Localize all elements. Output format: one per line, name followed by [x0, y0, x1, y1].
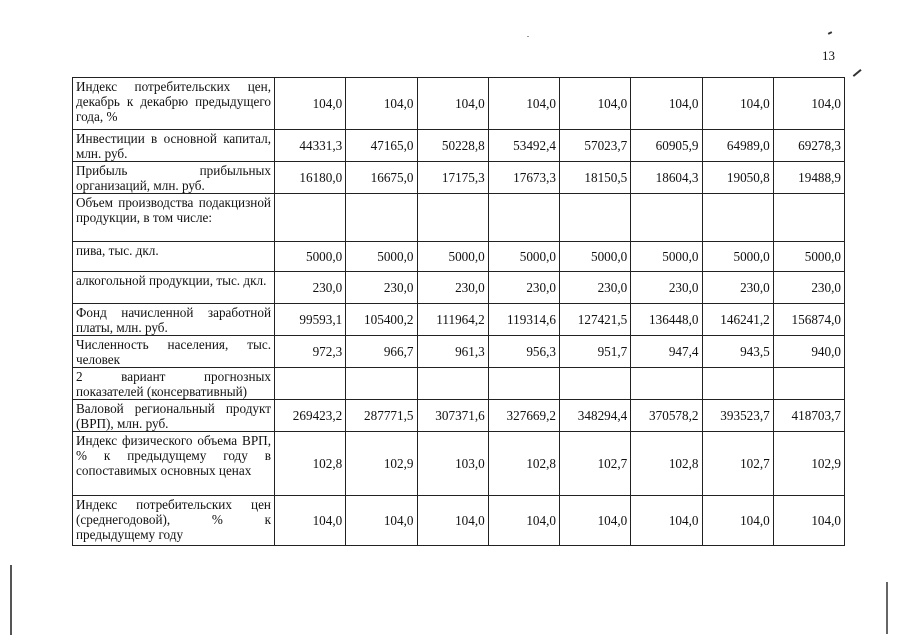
value-cell: 230,0 [346, 272, 417, 304]
row-label: Прибыль прибыльных организаций, млн. руб. [73, 162, 275, 194]
value-cell [773, 194, 844, 242]
table-row [73, 496, 845, 546]
value-cell: 19050,8 [702, 162, 773, 194]
value-cell: 961,3 [417, 336, 488, 368]
table-row [73, 432, 845, 496]
value-cell: 940,0 [773, 336, 844, 368]
value-cell: 972,3 [275, 336, 346, 368]
value-cell: 287771,5 [346, 400, 417, 432]
table-row [73, 336, 845, 368]
value-cell: 307371,6 [417, 400, 488, 432]
value-cell: 64989,0 [702, 130, 773, 162]
value-cell: 5000,0 [275, 242, 346, 272]
value-cell [488, 194, 559, 242]
value-cell: 5000,0 [560, 242, 631, 272]
value-cell [631, 194, 702, 242]
row-label: Инвестиции в основной капитал, млн. руб. [73, 130, 275, 162]
row-label: Индекс потребительских цен (среднегодовой), % к предыдущему году [73, 496, 275, 546]
scan-artifact-mark [853, 69, 862, 77]
value-cell: 104,0 [631, 496, 702, 546]
value-cell: 156874,0 [773, 304, 844, 336]
value-cell: 102,8 [631, 432, 702, 496]
value-cell: 53492,4 [488, 130, 559, 162]
value-cell: 16180,0 [275, 162, 346, 194]
value-cell: 17175,3 [417, 162, 488, 194]
value-cell: 230,0 [773, 272, 844, 304]
value-cell: 5000,0 [346, 242, 417, 272]
value-cell: 104,0 [702, 496, 773, 546]
table-row [73, 368, 845, 400]
table-row [73, 130, 845, 162]
value-cell: 102,8 [275, 432, 346, 496]
value-cell [417, 194, 488, 242]
value-cell: 119314,6 [488, 304, 559, 336]
value-cell: 104,0 [773, 496, 844, 546]
row-label: алкогольной продукции, тыс. дкл. [73, 272, 275, 304]
value-cell: 136448,0 [631, 304, 702, 336]
value-cell: 16675,0 [346, 162, 417, 194]
value-cell: 104,0 [417, 496, 488, 546]
value-cell: 956,3 [488, 336, 559, 368]
value-cell: 104,0 [488, 496, 559, 546]
value-cell: 103,0 [417, 432, 488, 496]
value-cell: 104,0 [488, 78, 559, 130]
value-cell: 104,0 [631, 78, 702, 130]
value-cell: 111964,2 [417, 304, 488, 336]
value-cell [702, 368, 773, 400]
value-cell: 5000,0 [417, 242, 488, 272]
value-cell: 50228,8 [417, 130, 488, 162]
value-cell: 127421,5 [560, 304, 631, 336]
value-cell: 104,0 [346, 496, 417, 546]
row-label: Индекс потребительских цен, декабрь к декабрю предыдущего года, % [73, 78, 275, 130]
value-cell: 327669,2 [488, 400, 559, 432]
value-cell: 104,0 [275, 496, 346, 546]
forecast-table-container [72, 77, 844, 546]
value-cell: 105400,2 [346, 304, 417, 336]
value-cell: 230,0 [702, 272, 773, 304]
row-label: 2 вариант прогнозных показателей (консервативный) [73, 368, 275, 400]
value-cell: 104,0 [560, 496, 631, 546]
value-cell: 57023,7 [560, 130, 631, 162]
value-cell: 47165,0 [346, 130, 417, 162]
value-cell: 230,0 [417, 272, 488, 304]
value-cell: 104,0 [702, 78, 773, 130]
value-cell: 230,0 [275, 272, 346, 304]
value-cell: 5000,0 [773, 242, 844, 272]
value-cell: 99593,1 [275, 304, 346, 336]
value-cell: 18150,5 [560, 162, 631, 194]
value-cell [560, 194, 631, 242]
value-cell: 146241,2 [702, 304, 773, 336]
table-row [73, 304, 845, 336]
table-row [73, 400, 845, 432]
value-cell [346, 368, 417, 400]
table-row [73, 272, 845, 304]
row-label: Фонд начисленной заработной платы, млн. руб. [73, 304, 275, 336]
value-cell: 17673,3 [488, 162, 559, 194]
value-cell [275, 194, 346, 242]
value-cell: 230,0 [488, 272, 559, 304]
value-cell: 104,0 [773, 78, 844, 130]
row-label: пива, тыс. дкл. [73, 242, 275, 272]
value-cell: 230,0 [560, 272, 631, 304]
value-cell: 5000,0 [631, 242, 702, 272]
table-row [73, 242, 845, 272]
value-cell [417, 368, 488, 400]
value-cell: 44331,3 [275, 130, 346, 162]
table-row [73, 194, 845, 242]
value-cell [773, 368, 844, 400]
value-cell: 418703,7 [773, 400, 844, 432]
value-cell [346, 194, 417, 242]
value-cell: 19488,9 [773, 162, 844, 194]
value-cell: 370578,2 [631, 400, 702, 432]
row-label: Объем производства подакцизной продукции, в том числе: [73, 194, 275, 242]
value-cell: 348294,4 [560, 400, 631, 432]
value-cell: 102,9 [346, 432, 417, 496]
value-cell: 104,0 [346, 78, 417, 130]
value-cell: 951,7 [560, 336, 631, 368]
scan-artifact-mark [527, 36, 529, 37]
value-cell: 230,0 [631, 272, 702, 304]
row-label: Индекс физического объема ВРП, % к предыдущему году в сопоставимых основных ценах [73, 432, 275, 496]
table-row [73, 78, 845, 130]
value-cell: 104,0 [275, 78, 346, 130]
scan-edge-line [886, 582, 888, 634]
value-cell: 5000,0 [702, 242, 773, 272]
value-cell: 104,0 [417, 78, 488, 130]
value-cell: 69278,3 [773, 130, 844, 162]
value-cell: 943,5 [702, 336, 773, 368]
value-cell [631, 368, 702, 400]
value-cell [560, 368, 631, 400]
forecast-table [72, 77, 845, 546]
value-cell [488, 368, 559, 400]
value-cell: 966,7 [346, 336, 417, 368]
value-cell [275, 368, 346, 400]
value-cell: 947,4 [631, 336, 702, 368]
value-cell: 60905,9 [631, 130, 702, 162]
value-cell: 102,9 [773, 432, 844, 496]
value-cell: 5000,0 [488, 242, 559, 272]
value-cell: 102,7 [702, 432, 773, 496]
value-cell: 104,0 [560, 78, 631, 130]
table-body [73, 78, 845, 546]
row-label: Валовой региональный продукт (ВРП), млн. руб. [73, 400, 275, 432]
value-cell [702, 194, 773, 242]
value-cell: 269423,2 [275, 400, 346, 432]
value-cell: 102,8 [488, 432, 559, 496]
table-row [73, 162, 845, 194]
value-cell: 18604,3 [631, 162, 702, 194]
row-label: Численность населения, тыс. человек [73, 336, 275, 368]
value-cell: 102,7 [560, 432, 631, 496]
page-number: 13 [822, 48, 835, 63]
value-cell: 393523,7 [702, 400, 773, 432]
scan-artifact-mark [828, 31, 832, 35]
scan-edge-line [10, 565, 12, 635]
